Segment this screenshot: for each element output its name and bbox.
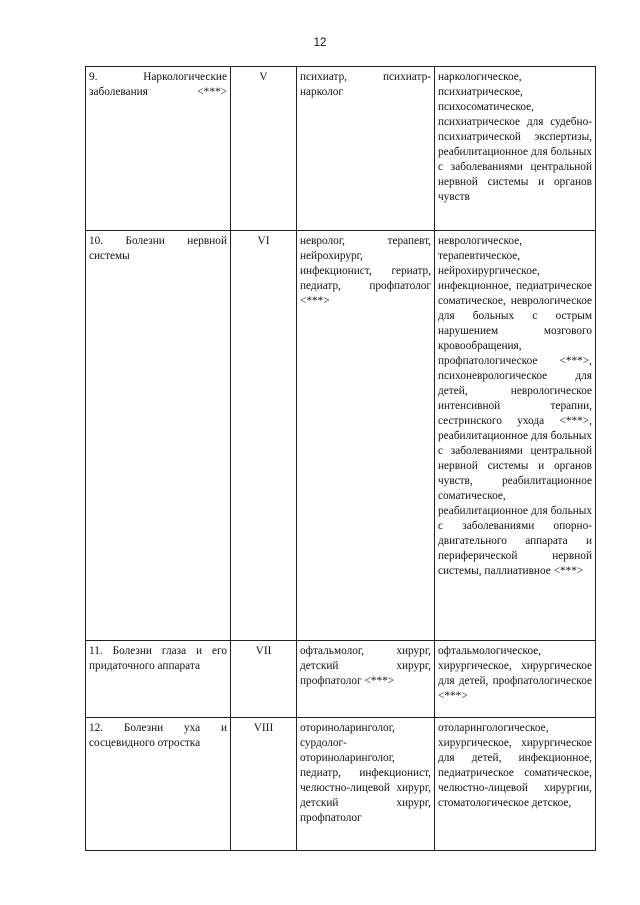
- table-row: [86, 718, 596, 851]
- doctors-cell: офтальмолог, хирург, детский хирург, профпатолог <***>: [297, 641, 435, 718]
- class-cell: VII: [231, 641, 297, 718]
- doctors-cell: психиатр, психиатр-нарколог: [297, 67, 435, 231]
- disease-cell: 12. Болезни уха и сосцевидного отростка: [86, 718, 231, 851]
- profiles-cell: отоларингологическое, хирургическое, хирургическое для детей, инфекционное, педиатрическое соматическое, челюстно-лицевой хирургии, стоматологическое детское,: [435, 718, 596, 851]
- class-cell: VIII: [231, 718, 297, 851]
- disease-cell: [86, 67, 231, 231]
- table-row: [86, 641, 596, 718]
- doctors-cell: невролог, терапевт, нейрохирург, инфекционист, гериатр, педиатр, профпатолог <***>: [297, 231, 435, 641]
- class-cell: V: [231, 67, 297, 231]
- profiles-cell: неврологическое, терапевтическое, нейрохирургическое, инфекционное, педиатрическое соматическое, неврологическое для больных с острым нарушением мозгового кровообращения, профпатологическое <***>, психоневрологическое для детей, неврологическое интенсивной терапии, сестринского ухода <***>, реабилитационное для больных с заболеваниями центральной нервной системы и органов чувств, реабилитационное соматическое, реабилитационное для больных с заболеваниями опорно-двигательного аппарата и периферической нервной системы, паллиативное <***>: [435, 231, 596, 641]
- profiles-cell: наркологическое, психиатрическое, психосоматическое, психиатрическое для судебно-психиатрической экспертизы, реабилитационное для больных с заболеваниями центральной нервной системы и органов чувств: [435, 67, 596, 231]
- table-row: [86, 231, 596, 641]
- table-row: [86, 67, 596, 231]
- profiles-cell: офтальмологическое, хирургическое, хирургическое для детей, профпатологическое <***>: [435, 641, 596, 718]
- page-number: 12: [313, 37, 327, 49]
- disease-cell: 10. Болезни нервной системы: [86, 231, 231, 641]
- disease-text: 9. Наркологические заболевания <***>: [89, 71, 227, 98]
- class-cell: VI: [231, 231, 297, 641]
- disease-profile-table: [85, 66, 596, 851]
- disease-cell: 11. Болезни глаза и его придаточного аппарата: [86, 641, 231, 718]
- doctors-cell: оториноларинголог, сурдолог-оториноларинголог, педиатр, инфекционист, челюстно-лицевой хирург, детский хирург, профпатолог: [297, 718, 435, 851]
